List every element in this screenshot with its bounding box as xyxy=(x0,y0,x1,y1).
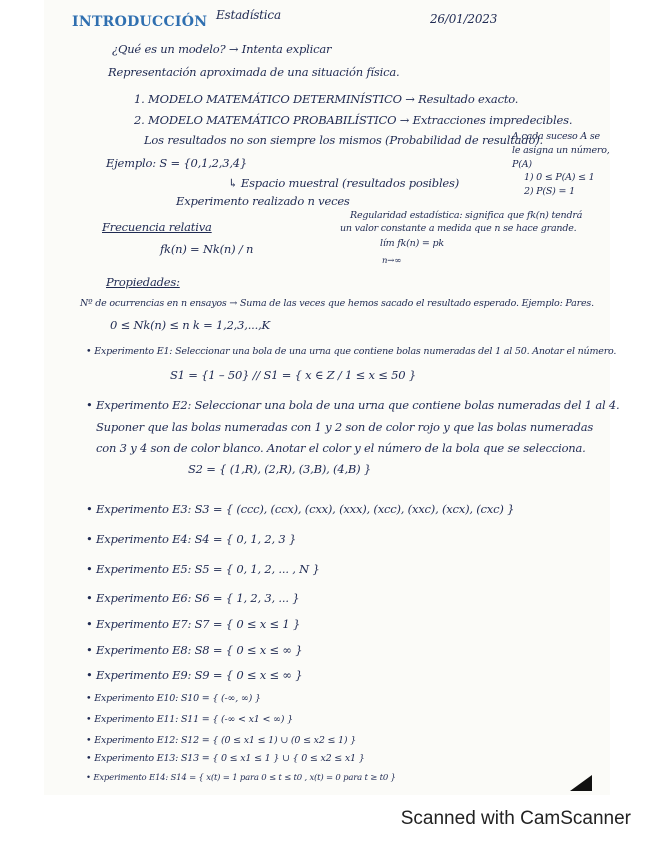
note-line: 1. MODELO MATEMÁTICO DETERMINÍSTICO → Resultado exacto. xyxy=(134,92,519,106)
note-line: un valor constante a medida que n se hace grande. xyxy=(340,223,577,234)
side-note-line: le asigna un número, xyxy=(512,145,610,156)
watermark-text: Scanned with CamScanner xyxy=(400,808,631,829)
experiment-line: • Experimento E9: S9 = { 0 ≤ x ≤ ∞ } xyxy=(86,668,303,682)
formula-line: S1 = {1 – 50} // S1 = { x ∈ Z / 1 ≤ x ≤ 50 } xyxy=(170,368,416,382)
experiment-line: • Experimento E10: S10 = { (-∞, ∞) } xyxy=(86,693,261,704)
note-line: Regularidad estadística: significa que fk(n) tendrá xyxy=(350,210,583,221)
note-line: ↳ Espacio muestral (resultados posibles) xyxy=(228,176,460,190)
formula-line: fk(n) = Nk(n) / n xyxy=(160,242,254,256)
section-heading: Propiedades: xyxy=(106,275,180,289)
experiment-line: • Experimento E6: S6 = { 1, 2, 3, ... } xyxy=(86,591,300,605)
experiment-line: • Experimento E3: S3 = { (ccc), (ccx), (cxx), (xxx), (xcc), (xxc), (xcx), (cxc) } xyxy=(86,502,515,516)
note-line: • Experimento E2: Seleccionar una bola de una urna que contiene bolas numeradas del 1 al 4. xyxy=(86,398,620,412)
experiment-line: • Experimento E12: S12 = { (0 ≤ x1 ≤ 1) ∪ (0 ≤ x2 ≤ 1) } xyxy=(86,735,357,746)
side-note-line: P(A) xyxy=(512,159,532,170)
experiment-line: • Experimento E4: S4 = { 0, 1, 2, 3 } xyxy=(86,532,297,546)
note-line: 2. MODELO MATEMÁTICO PROBABILÍSTICO → Extracciones impredecibles. xyxy=(134,113,573,127)
note-line: Los resultados no son siempre los mismos (Probabilidad de resultado). xyxy=(144,133,543,147)
experiment-line: • Experimento E7: S7 = { 0 ≤ x ≤ 1 } xyxy=(86,617,301,631)
formula-line: n→∞ xyxy=(382,256,402,266)
experiment-line: • Experimento E13: S13 = { 0 ≤ x1 ≤ 1 } ∪ { 0 ≤ x2 ≤ x1 } xyxy=(86,753,365,764)
note-line: Ejemplo: S = {0,1,2,3,4} xyxy=(106,156,248,170)
side-note-line: 1) 0 ≤ P(A) ≤ 1 xyxy=(524,172,595,183)
experiment-line: • Experimento E5: S5 = { 0, 1, 2, ... , N } xyxy=(86,562,320,576)
experiment-line: • Experimento E8: S8 = { 0 ≤ x ≤ ∞ } xyxy=(86,643,303,657)
note-line: Nº de ocurrencias en n ensayos → Suma de las veces que hemos sacado el resultado esperado. Ejemplo: Pares. xyxy=(80,298,594,309)
section-heading: Frecuencia relativa xyxy=(102,220,212,234)
formula-line: 0 ≤ Nk(n) ≤ n k = 1,2,3,...,K xyxy=(110,318,270,332)
side-note-line: 2) P(S) = 1 xyxy=(524,186,575,197)
subject-heading: Estadística xyxy=(216,8,281,22)
note-line: con 3 y 4 son de color blanco. Anotar el color y el número de la bola que se selecciona. xyxy=(96,441,586,455)
note-line: ¿Qué es un modelo? → Intenta explicar xyxy=(112,42,332,56)
experiment-line: • Experimento E11: S11 = { (-∞ < x1 < ∞) } xyxy=(86,714,293,725)
scanned-page xyxy=(44,0,620,795)
formula-line: S2 = { (1,R), (2,R), (3,B), (4,B) } xyxy=(188,462,372,476)
date-label: 26/01/2023 xyxy=(430,12,498,26)
note-line: Suponer que las bolas numeradas con 1 y 2 son de color rojo y que las bolas numeradas xyxy=(96,420,594,434)
note-line: Experimento realizado n veces xyxy=(176,194,350,208)
scanner-watermark xyxy=(0,808,655,830)
note-line: Representación aproximada de una situación física. xyxy=(108,65,400,79)
page-title: INTRODUCCIÓN xyxy=(72,14,208,30)
page-corner-mark xyxy=(570,775,592,791)
note-line: • Experimento E1: Seleccionar una bola de una urna que contiene bolas numeradas del 1 al 50. Anotar el número. xyxy=(86,346,617,357)
formula-line: lím fk(n) = pk xyxy=(380,238,444,249)
side-note-line: A cada suceso A se xyxy=(512,131,600,142)
experiment-line: • Experimento E14: S14 = { x(t) = 1 para 0 ≤ t ≤ t0 , x(t) = 0 para t ≥ t0 } xyxy=(86,773,396,783)
